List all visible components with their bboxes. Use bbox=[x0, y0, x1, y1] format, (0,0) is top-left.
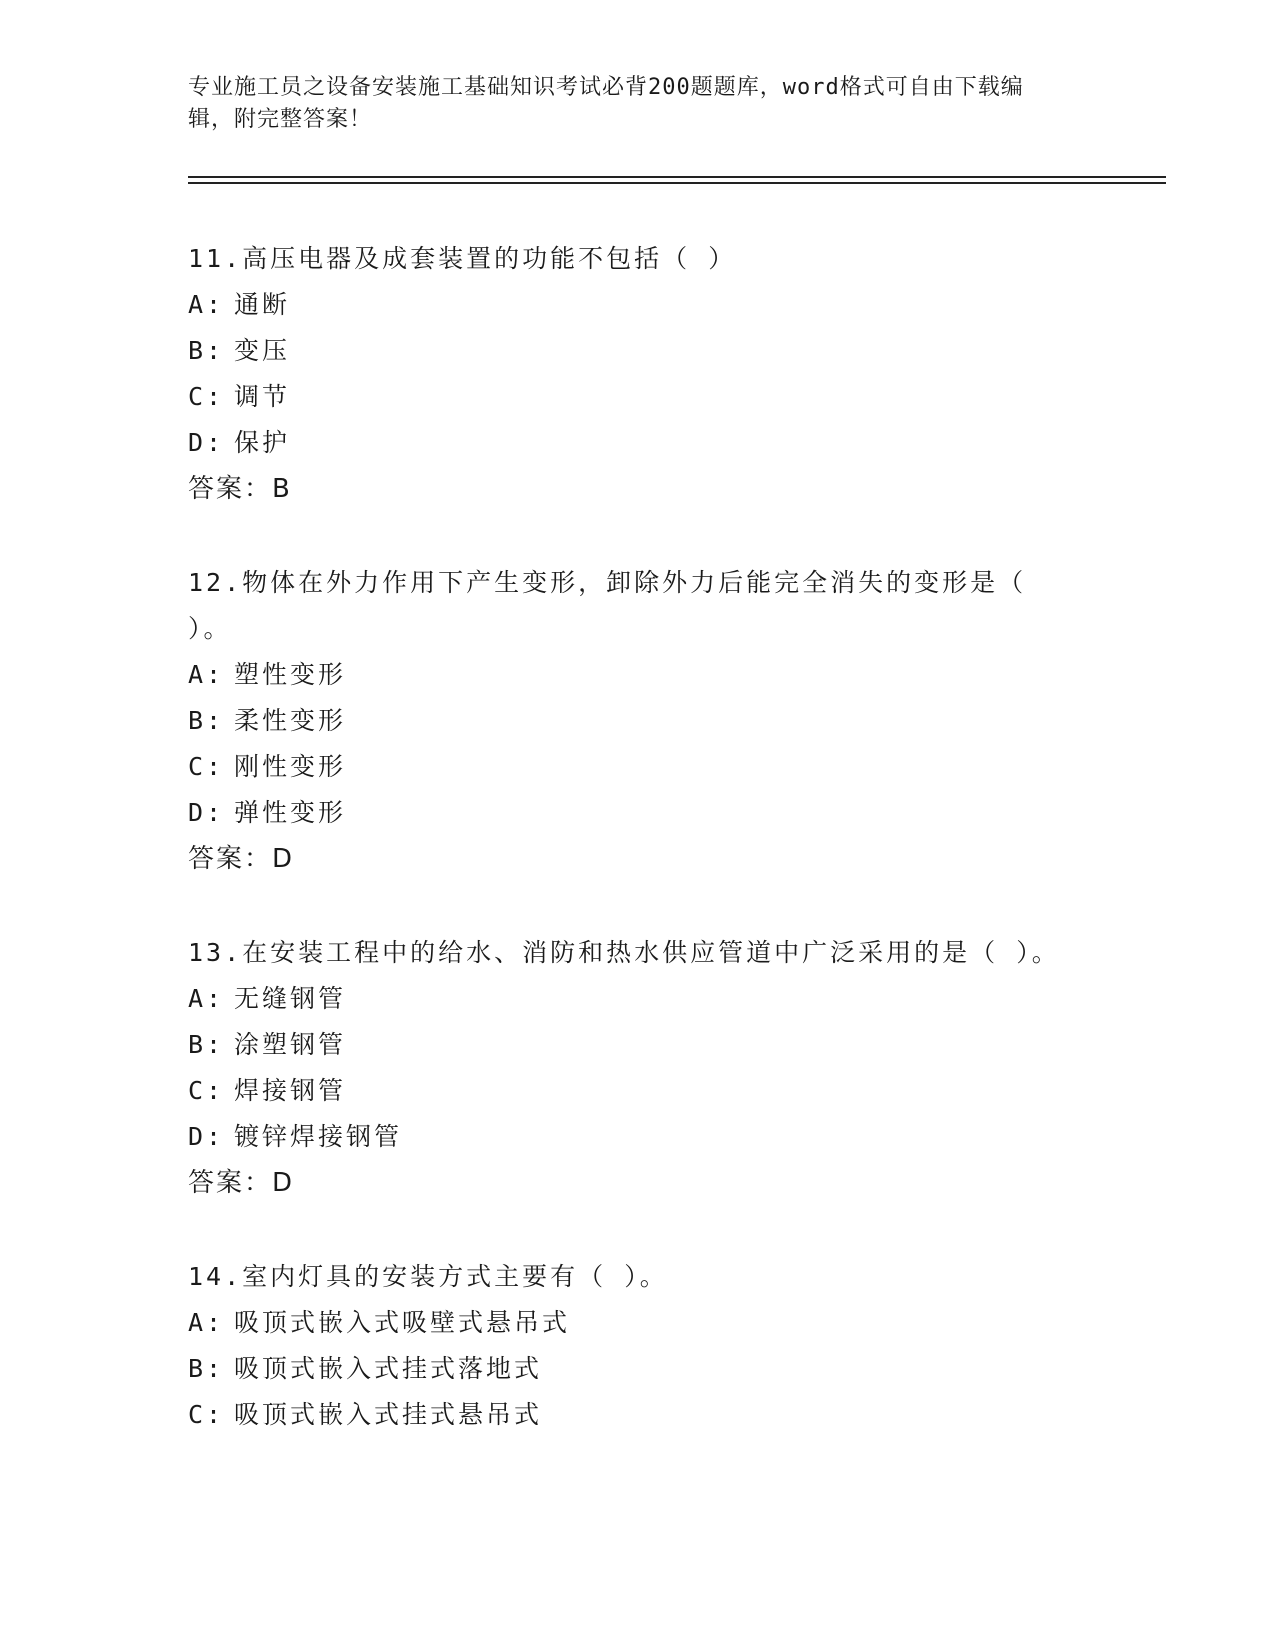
option-key: B: bbox=[188, 336, 225, 365]
option-text: 吸顶式嵌入式吸壁式悬吊式 bbox=[234, 1308, 571, 1337]
option-text: 焊接钢管 bbox=[234, 1076, 347, 1105]
question-title: 11.高压电器及成套装置的功能不包括（ ） bbox=[188, 244, 737, 273]
option-key: C: bbox=[188, 1400, 225, 1429]
option-key: A: bbox=[188, 1308, 225, 1337]
option-b bbox=[188, 328, 1068, 374]
option-text: 塑性变形 bbox=[234, 660, 347, 689]
option-c bbox=[188, 374, 1068, 420]
answer-line: 答案：D bbox=[188, 844, 295, 874]
option-text: 刚性变形 bbox=[234, 752, 347, 781]
option-text: 吸顶式嵌入式挂式落地式 bbox=[234, 1354, 543, 1383]
option-text: 柔性变形 bbox=[234, 706, 347, 735]
option-text: 吸顶式嵌入式挂式悬吊式 bbox=[234, 1400, 543, 1429]
question-12 bbox=[188, 560, 1068, 882]
option-c bbox=[188, 744, 1068, 790]
option-key: C: bbox=[188, 752, 225, 781]
question-list bbox=[188, 236, 1068, 1486]
option-text: 通断 bbox=[234, 290, 291, 319]
header-divider-bottom bbox=[188, 182, 1166, 184]
option-text: 无缝钢管 bbox=[234, 984, 347, 1013]
option-text: 涂塑钢管 bbox=[234, 1030, 347, 1059]
option-text: 调节 bbox=[234, 382, 291, 411]
option-key: A: bbox=[188, 660, 225, 689]
option-key: D: bbox=[188, 428, 225, 457]
document-title: 专业施工员之设备安装施工基础知识考试必背200题题库，word格式可自由下载编辑，附完整答案！ bbox=[188, 75, 1024, 132]
option-a bbox=[188, 976, 1068, 1022]
option-key: D: bbox=[188, 798, 225, 827]
option-text: 变压 bbox=[234, 336, 291, 365]
option-a bbox=[188, 1300, 1068, 1346]
answer-line: 答案：D bbox=[188, 1168, 295, 1198]
document-header bbox=[188, 72, 1068, 136]
option-b bbox=[188, 1346, 1068, 1392]
option-key: A: bbox=[188, 984, 225, 1013]
question-14 bbox=[188, 1254, 1068, 1438]
option-key: C: bbox=[188, 1076, 225, 1105]
option-key: B: bbox=[188, 1354, 225, 1383]
question-11 bbox=[188, 236, 1068, 512]
question-title: 13.在安装工程中的给水、消防和热水供应管道中广泛采用的是（ ）。 bbox=[188, 938, 1060, 967]
option-key: B: bbox=[188, 1030, 225, 1059]
option-key: A: bbox=[188, 290, 225, 319]
question-title: 12.物体在外力作用下产生变形，卸除外力后能完全消失的变形是（ ）。 bbox=[188, 568, 1027, 643]
option-key: B: bbox=[188, 706, 225, 735]
option-d bbox=[188, 1114, 1068, 1160]
header-divider-top bbox=[188, 176, 1166, 178]
option-text: 保护 bbox=[234, 428, 291, 457]
option-key: D: bbox=[188, 1122, 225, 1151]
answer-line: 答案：B bbox=[188, 474, 292, 504]
option-a bbox=[188, 652, 1068, 698]
option-key: C: bbox=[188, 382, 225, 411]
option-c bbox=[188, 1068, 1068, 1114]
option-a bbox=[188, 282, 1068, 328]
option-text: 弹性变形 bbox=[234, 798, 347, 827]
question-13 bbox=[188, 930, 1068, 1206]
option-d bbox=[188, 420, 1068, 466]
option-d bbox=[188, 790, 1068, 836]
option-b bbox=[188, 698, 1068, 744]
option-b bbox=[188, 1022, 1068, 1068]
option-c bbox=[188, 1392, 1068, 1438]
question-title: 14.室内灯具的安装方式主要有（ ）。 bbox=[188, 1262, 668, 1291]
option-text: 镀锌焊接钢管 bbox=[234, 1122, 403, 1151]
